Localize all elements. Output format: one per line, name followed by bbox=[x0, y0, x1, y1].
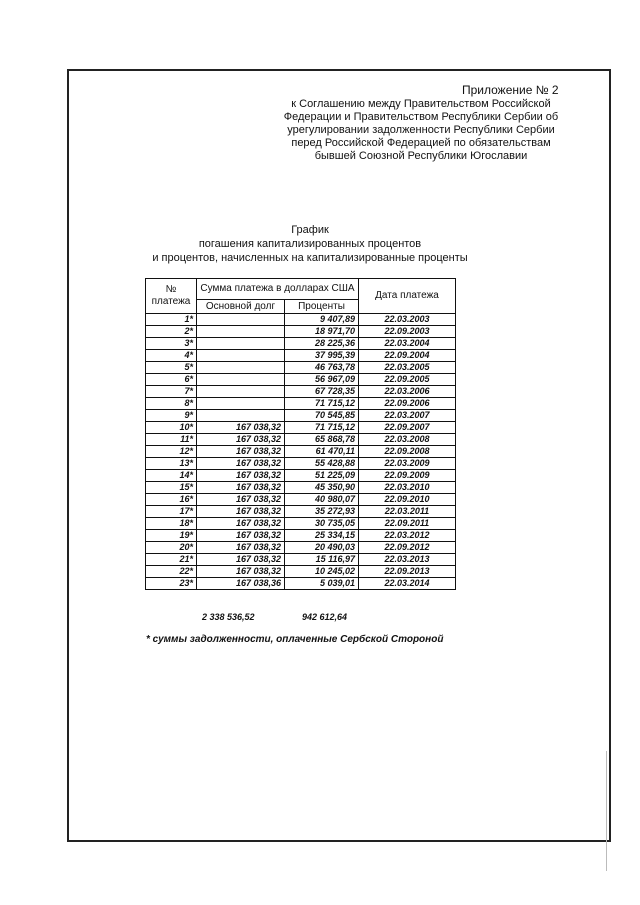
interest-cell: 15 116,97 bbox=[285, 554, 359, 566]
header-date: Дата платежа bbox=[359, 279, 456, 314]
date-cell: 22.03.2011 bbox=[359, 506, 456, 518]
table-row bbox=[146, 314, 456, 326]
principal-cell: 167 038,32 bbox=[197, 494, 285, 506]
table-row bbox=[146, 326, 456, 338]
date-cell: 22.03.2010 bbox=[359, 482, 456, 494]
table-row bbox=[146, 398, 456, 410]
total-interest: 942 612,64 bbox=[302, 612, 348, 622]
principal-cell: 167 038,32 bbox=[197, 458, 285, 470]
principal-cell bbox=[197, 386, 285, 398]
table-row bbox=[146, 578, 456, 590]
table-row bbox=[146, 434, 456, 446]
principal-cell: 167 038,36 bbox=[197, 578, 285, 590]
total-principal: 2 338 536,52 bbox=[202, 612, 255, 622]
principal-cell: 167 038,32 bbox=[197, 506, 285, 518]
payment-number-cell: 20* bbox=[146, 542, 197, 554]
appendix-subtitle-line: к Соглашению между Правительством Российской bbox=[291, 98, 551, 110]
date-cell: 22.09.2003 bbox=[359, 326, 456, 338]
date-cell: 22.03.2012 bbox=[359, 530, 456, 542]
interest-cell: 71 715,12 bbox=[285, 398, 359, 410]
payment-number-cell: 23* bbox=[146, 578, 197, 590]
appendix-title: Приложение № 2 bbox=[462, 83, 559, 97]
appendix-subtitle-line: бывшей Союзной Республики Югославии bbox=[314, 150, 528, 162]
date-cell: 22.03.2003 bbox=[359, 314, 456, 326]
date-cell: 22.09.2013 bbox=[359, 566, 456, 578]
date-cell: 22.03.2008 bbox=[359, 434, 456, 446]
header-amount-group: Сумма платежа в долларах США bbox=[197, 279, 359, 300]
header-number: № платежа bbox=[146, 279, 197, 314]
table-body bbox=[146, 314, 456, 590]
table-row bbox=[146, 494, 456, 506]
date-cell: 22.09.2004 bbox=[359, 350, 456, 362]
date-cell: 22.03.2006 bbox=[359, 386, 456, 398]
table-row bbox=[146, 446, 456, 458]
interest-cell: 71 715,12 bbox=[285, 422, 359, 434]
payment-number-cell: 2* bbox=[146, 326, 197, 338]
payment-number-cell: 14* bbox=[146, 470, 197, 482]
table-row bbox=[146, 422, 456, 434]
payment-number-cell: 22* bbox=[146, 566, 197, 578]
table-row bbox=[146, 386, 456, 398]
interest-cell: 28 225,36 bbox=[285, 338, 359, 350]
payment-number-cell: 12* bbox=[146, 446, 197, 458]
appendix-subtitle-line: перед Российской Федерацией по обязательствам bbox=[291, 137, 551, 149]
principal-cell bbox=[197, 326, 285, 338]
table-row bbox=[146, 554, 456, 566]
schedule-title-line: График bbox=[291, 224, 329, 236]
table-row bbox=[146, 350, 456, 362]
interest-cell: 5 039,01 bbox=[285, 578, 359, 590]
principal-cell: 167 038,32 bbox=[197, 530, 285, 542]
interest-cell: 25 334,15 bbox=[285, 530, 359, 542]
interest-cell: 65 868,78 bbox=[285, 434, 359, 446]
payment-number-cell: 11* bbox=[146, 434, 197, 446]
principal-cell: 167 038,32 bbox=[197, 566, 285, 578]
date-cell: 22.03.2013 bbox=[359, 554, 456, 566]
payment-number-cell: 6* bbox=[146, 374, 197, 386]
payment-number-cell: 16* bbox=[146, 494, 197, 506]
date-cell: 22.03.2007 bbox=[359, 410, 456, 422]
date-cell: 22.03.2014 bbox=[359, 578, 456, 590]
payment-number-cell: 1* bbox=[146, 314, 197, 326]
principal-cell: 167 038,32 bbox=[197, 422, 285, 434]
interest-cell: 46 763,78 bbox=[285, 362, 359, 374]
principal-cell: 167 038,32 bbox=[197, 470, 285, 482]
payment-number-cell: 17* bbox=[146, 506, 197, 518]
date-cell: 22.09.2006 bbox=[359, 398, 456, 410]
interest-cell: 40 980,07 bbox=[285, 494, 359, 506]
interest-cell: 55 428,88 bbox=[285, 458, 359, 470]
date-cell: 22.09.2008 bbox=[359, 446, 456, 458]
principal-cell bbox=[197, 398, 285, 410]
table-row bbox=[146, 374, 456, 386]
principal-cell bbox=[197, 350, 285, 362]
date-cell: 22.03.2009 bbox=[359, 458, 456, 470]
interest-cell: 35 272,93 bbox=[285, 506, 359, 518]
principal-cell bbox=[197, 362, 285, 374]
interest-cell: 70 545,85 bbox=[285, 410, 359, 422]
payment-number-cell: 15* bbox=[146, 482, 197, 494]
payment-number-cell: 5* bbox=[146, 362, 197, 374]
appendix-subtitle bbox=[276, 98, 566, 163]
table-row bbox=[146, 470, 456, 482]
date-cell: 22.09.2007 bbox=[359, 422, 456, 434]
interest-cell: 56 967,09 bbox=[285, 374, 359, 386]
table-row bbox=[146, 410, 456, 422]
payment-number-cell: 19* bbox=[146, 530, 197, 542]
table-row bbox=[146, 362, 456, 374]
appendix-subtitle-line: Федерации и Правительством Республики Сербии об bbox=[283, 111, 559, 123]
interest-cell: 30 735,05 bbox=[285, 518, 359, 530]
principal-cell: 167 038,32 bbox=[197, 434, 285, 446]
interest-cell: 61 470,11 bbox=[285, 446, 359, 458]
table-row bbox=[146, 530, 456, 542]
date-cell: 22.09.2011 bbox=[359, 518, 456, 530]
interest-cell: 9 407,89 bbox=[285, 314, 359, 326]
table-row bbox=[146, 506, 456, 518]
interest-cell: 51 225,09 bbox=[285, 470, 359, 482]
principal-cell bbox=[197, 338, 285, 350]
schedule-title bbox=[120, 223, 500, 265]
date-cell: 22.09.2009 bbox=[359, 470, 456, 482]
principal-cell: 167 038,32 bbox=[197, 482, 285, 494]
header-interest: Проценты bbox=[285, 300, 359, 314]
payment-number-cell: 7* bbox=[146, 386, 197, 398]
payment-number-cell: 13* bbox=[146, 458, 197, 470]
interest-cell: 20 490,03 bbox=[285, 542, 359, 554]
date-cell: 22.03.2004 bbox=[359, 338, 456, 350]
scan-mark bbox=[606, 751, 607, 871]
payment-number-cell: 8* bbox=[146, 398, 197, 410]
payment-number-cell: 18* bbox=[146, 518, 197, 530]
table-row bbox=[146, 518, 456, 530]
table-row bbox=[146, 482, 456, 494]
footnote: * суммы задолженности, оплаченные Сербской Стороной bbox=[146, 634, 444, 645]
principal-cell bbox=[197, 410, 285, 422]
date-cell: 22.09.2012 bbox=[359, 542, 456, 554]
principal-cell: 167 038,32 bbox=[197, 554, 285, 566]
interest-cell: 10 245,02 bbox=[285, 566, 359, 578]
table-row bbox=[146, 542, 456, 554]
interest-cell: 37 995,39 bbox=[285, 350, 359, 362]
payment-number-cell: 9* bbox=[146, 410, 197, 422]
interest-cell: 67 728,35 bbox=[285, 386, 359, 398]
principal-cell bbox=[197, 314, 285, 326]
table-row bbox=[146, 338, 456, 350]
date-cell: 22.09.2005 bbox=[359, 374, 456, 386]
payment-number-cell: 10* bbox=[146, 422, 197, 434]
table-row bbox=[146, 458, 456, 470]
payment-number-cell: 3* bbox=[146, 338, 197, 350]
schedule-title-line: погашения капитализированных процентов bbox=[198, 238, 422, 250]
appendix-subtitle-line: урегулировании задолженности Республики Сербии bbox=[287, 124, 555, 136]
date-cell: 22.03.2005 bbox=[359, 362, 456, 374]
principal-cell: 167 038,32 bbox=[197, 446, 285, 458]
interest-cell: 18 971,70 bbox=[285, 326, 359, 338]
principal-cell bbox=[197, 374, 285, 386]
payment-number-cell: 21* bbox=[146, 554, 197, 566]
payment-number-cell: 4* bbox=[146, 350, 197, 362]
payment-schedule-table bbox=[145, 278, 456, 590]
schedule-title-line: и процентов, начисленных на капитализированные проценты bbox=[152, 252, 468, 264]
header-principal: Основной долг bbox=[197, 300, 285, 314]
date-cell: 22.09.2010 bbox=[359, 494, 456, 506]
table-row bbox=[146, 566, 456, 578]
principal-cell: 167 038,32 bbox=[197, 542, 285, 554]
interest-cell: 45 350,90 bbox=[285, 482, 359, 494]
principal-cell: 167 038,32 bbox=[197, 518, 285, 530]
